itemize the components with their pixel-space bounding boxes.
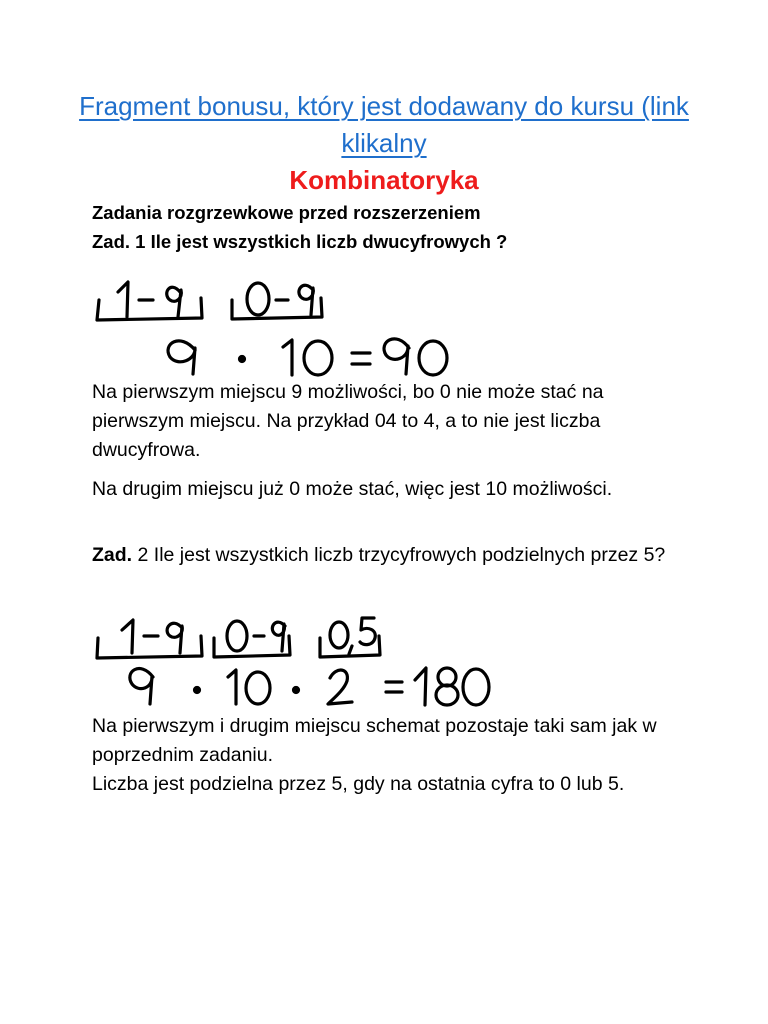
task-1-handwritten-label-1 [118, 282, 181, 317]
task-2-title [92, 541, 692, 570]
task-2-title-bold: Zad. [92, 544, 133, 566]
task-2-handwritten-label-2 [227, 621, 285, 651]
task-2-handwritten-solution [0, 608, 768, 708]
task-1-explanation-1: Na pierwszym miejscu 9 możliwości, bo 0 nie może stać na pierwszym miejscu. Na przykład 04 to 4, a to nie jest liczba dwucyfrowa. [92, 381, 604, 461]
course-bonus-link[interactable]: Fragment bonusu, który jest dodawany do kursu (link klikalny [79, 91, 689, 158]
task-2-explanation-1: Na pierwszym i drugim miejscu schemat pozostaje taki sam jak w poprzednim zadaniu. [92, 715, 657, 766]
task-1-handwritten-solution [0, 270, 768, 385]
task-1-title: Zad. 1 Ile jest wszystkich liczb dwucyfrowych ? [92, 231, 508, 252]
task-1-handwritten-label-2 [247, 283, 313, 315]
task-2-title-rest: 2 Ile jest wszystkich liczb trzycyfrowych podzielnych przez 5? [132, 544, 666, 566]
task-1-handwritten-equation [168, 339, 447, 375]
task-2-bracket-1 [97, 636, 202, 658]
task-2-handwritten-label-3 [330, 618, 375, 654]
task-2-handwritten-equation [130, 668, 489, 705]
task-2-explanation-2: Liczba jest podzielna przez 5, gdy na ostatnia cyfra to 0 lub 5. [92, 773, 625, 795]
task-2-handwritten-label-1 [122, 620, 182, 653]
section-title-kombinatoryka: Kombinatoryka [289, 165, 479, 195]
task-1-explanation-2: Na drugim miejscu już 0 może stać, więc jest 10 możliwości. [92, 478, 613, 500]
task-2-bracket-2 [214, 636, 290, 657]
intro-heading: Zadania rozgrzewkowe przed rozszerzeniem [92, 202, 481, 223]
